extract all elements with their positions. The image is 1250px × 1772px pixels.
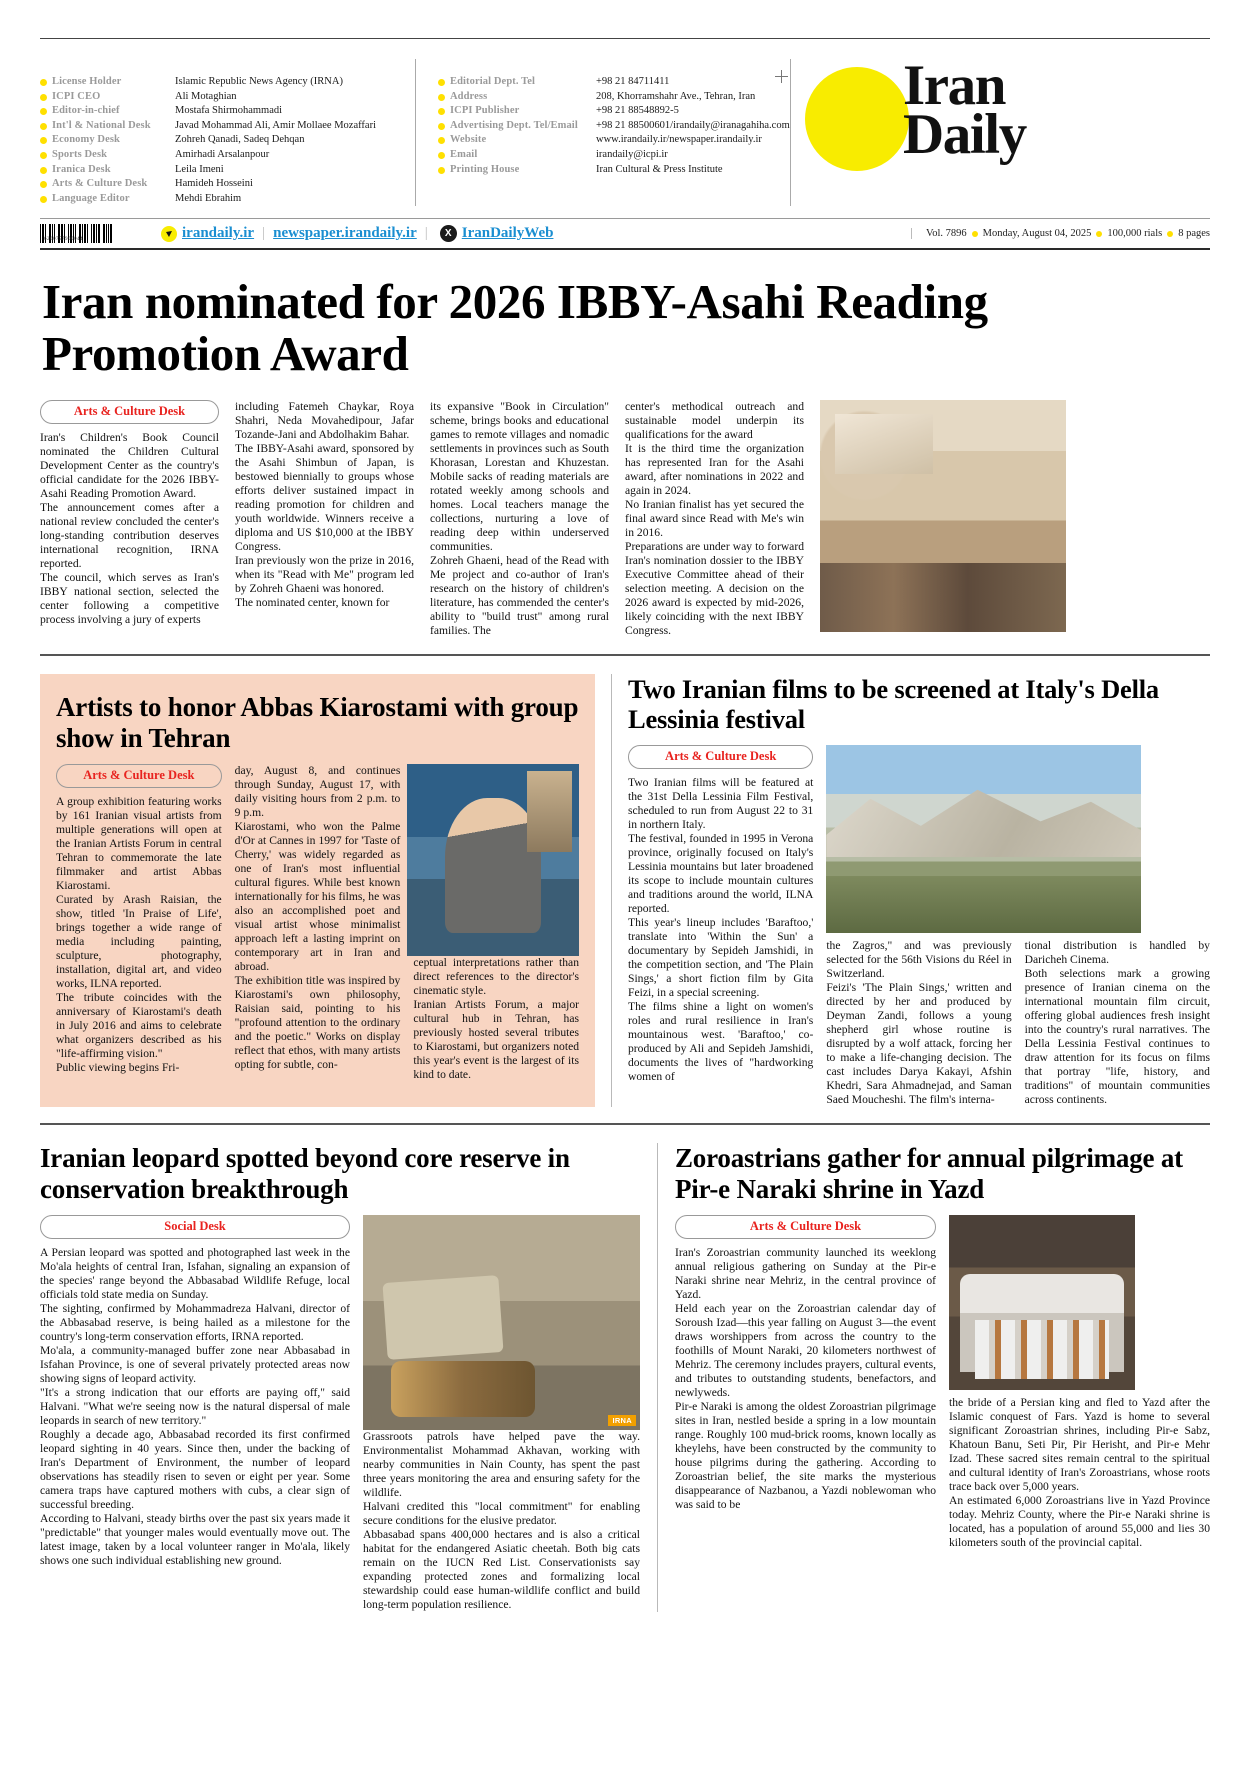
desk-badge: Arts & Culture Desk <box>40 400 219 424</box>
imprint-row <box>438 133 790 148</box>
paragraph: The announcement comes after a national review concluded the center's long-standing contribution deserves international recognition, IRNA reported. <box>40 501 219 571</box>
volume-number: Vol. 7896 <box>926 228 967 240</box>
paragraph: A Persian leopard was spotted and photographed last week in the Mo'ala heights of central Iran, Isfahan, signaling an expansion of the species' range beyond the Abbasabad Wildlife Refuge, local officials told state media on Sunday. <box>40 1245 350 1301</box>
x-twitter-icon[interactable]: X <box>440 225 457 242</box>
paragraph: The films shine a light on women's roles and rural resilience in Iran's mountainous west. 'Baraftoo,' co-produced by Ali and Sepideh Jamshidi, documents the lives of "hardworking women of <box>628 999 814 1083</box>
imprint-row <box>40 75 415 90</box>
paragraph: "It's a strong indication that our efforts are paying off," said Halvani. "What we're seeing now is the natural dispersal of male leopards in search of new territory." <box>40 1385 350 1427</box>
imprint-value: Mehdi Ebrahim <box>175 192 242 204</box>
imprint-value: Amirhadi Arsalanpour <box>175 148 270 160</box>
paragraph: An estimated 6,000 Zoroastrians live in Yazd Province today. Mehriz County, where the Pir-e Naraki shrine is located, has a population of around 55,000 and lies 30 kilometers south of the provincial capital. <box>949 1493 1210 1549</box>
zoroastrians-headline: Zoroastrians gather for annual pilgrimage at Pir-e Naraki shrine in Yazd <box>675 1142 1183 1204</box>
paragraph: Iran's Zoroastrian community launched its weeklong annual religious gathering on Sunday at the Pir-e Naraki shrine near Mehriz, in the central province of Yazd. <box>675 1245 936 1301</box>
bullet-dot-icon <box>40 167 47 174</box>
leopard-photo <box>363 1215 640 1430</box>
imprint-label: Website <box>438 133 596 148</box>
zoroastrians-photo <box>949 1215 1135 1390</box>
zoroastrians-column-2 <box>949 1215 1210 1550</box>
caption-paragraph: Grassroots patrols have helped pave the way. Environmentalist Mohammad Akhavan, working with nearby communities in Nain County, has spent the past three years monitoring the area and ensuring safety for the wildlife. <box>363 1429 640 1499</box>
paragraph: Kiarostami, who won the Palme d'Or at Cannes in 1997 for 'Taste of Cherry,' was widely regarded as one of Iran's most influential cultural figures. While best known internationally for his films, he was also an accomplished poet and visual artist whose minimalist approach left a lasting imprint on contemporary art in Iran and abroad. <box>234 819 401 973</box>
issue-date: Monday, August 04, 2025 <box>982 228 1092 240</box>
imprint-row <box>40 148 415 163</box>
vertical-divider <box>611 674 612 1106</box>
bullet-dot-icon <box>438 123 445 130</box>
bullet-dot-icon <box>438 79 445 86</box>
paragraph: Zohreh Ghaeni, head of the Read with Me project and co-author of Iran's research on the history of children's literature, has commended the center's ability to "build trust" among rural families. The <box>430 554 609 638</box>
paragraph: Feizi's 'The Plain Sings,' written and directed by her and produced by Deyman Zandi, follows a young shepherd girl whose routine is disrupted by a wolf attack, forcing her to make a life-changing decision. The cast includes Darya Kakayi, Afshin Khedri, Sara Ahmadnejad, and Saman Saed Moucheshi. The film's interna- <box>826 980 1012 1106</box>
paragraph: It is the third time the organization has represented Iran for the Asahi award, after nominations in 2022 and again in 2024. <box>625 442 804 498</box>
films-article <box>628 674 1210 1106</box>
imprint-label: Economy Desk <box>40 133 175 148</box>
lead-column-1 <box>40 400 219 638</box>
bottom-row <box>40 1143 1210 1612</box>
section-divider <box>40 1123 1210 1125</box>
bullet-dot-icon <box>438 152 445 159</box>
paragraph: The exhibition title was inspired by Kiarostami's own philosophy, Raisian said, pointing to his "profound attention to the ordinary and the poetic." Works on display reflect that ethos, with many artists opting for subtle, con- <box>234 973 401 1071</box>
crop-mark-icon <box>775 70 788 83</box>
nav-separator: | <box>424 225 428 242</box>
paragraph: Two Iranian films will be featured at the 31st Della Lessinia Film Festival, scheduled to run from August 22 to 31 in northern Italy. <box>628 775 814 831</box>
paragraph: The nominated center, known for <box>235 596 390 610</box>
zoroastrians-article <box>675 1143 1210 1612</box>
imprint-value: Javad Mohammad Ali, Amir Mollaee Mozaffari <box>175 119 377 131</box>
bullet-dot-icon <box>972 231 978 237</box>
issue-price: 100,000 rials <box>1107 228 1163 240</box>
imprint-value: +98 21 88548892-5 <box>596 105 679 117</box>
photo-credit-badge: IRNA <box>608 1415 636 1426</box>
logo-line-1: Iran <box>903 54 1006 117</box>
logo-line-2: Daily <box>903 102 1026 166</box>
paragraph: including Fatemeh Chaykar, Roya Shahri, Neda Movahedipour, Jafar Tozande-Jani and Abdolhakim Bahar. <box>235 400 414 442</box>
kiarostami-article <box>40 674 595 1106</box>
imprint-label: Advertising Dept. Tel/Email <box>438 119 596 134</box>
imprint-value: Mostafa Shirmohammadi <box>175 105 283 117</box>
films-headline: Two Iranian films to be screened at Italy's Della Lessinia festival <box>628 674 1159 735</box>
paragraph: Public viewing begins Fri- <box>56 1060 180 1074</box>
imprint-label: Email <box>438 148 596 163</box>
website-link-newspaper[interactable]: newspaper.irandaily.ir <box>273 225 417 242</box>
section-divider <box>40 654 1210 656</box>
films-column-1 <box>628 745 813 1107</box>
imprint-label: ICPI CEO <box>40 90 175 105</box>
barcode-number: 6260757900044 <box>44 237 83 243</box>
paragraph: The IBBY-Asahi award, sponsored by the Asahi Shimbun of Japan, is bestowed biennially to groups whose efforts deliver sustained impact in reading promotion for children and youth worldwide. Winners receive a diploma and US $10,000 at the IBBY Congress. <box>235 442 414 554</box>
imprint-value: Ali Motaghian <box>175 90 237 102</box>
imprint-row <box>438 75 790 90</box>
leopard-column-1 <box>40 1215 350 1612</box>
kiarostami-photo <box>407 764 579 956</box>
leopard-article <box>40 1143 640 1612</box>
imprint-value: 208, Khorramshahr Ave., Tehran, Iran <box>596 90 756 102</box>
paragraph: Curated by Arash Raisian, the show, titled 'In Praise of Life', brings together a wide range of media including painting, sculpture, photography, installation, digital art, and video works, ILNA reported. <box>56 892 222 990</box>
zoroastrians-columns <box>675 1215 1210 1550</box>
bullet-dot-icon <box>40 79 47 86</box>
imprint-row <box>40 104 415 119</box>
paragraph: Iran previously won the prize in 2016, when its "Read with Me" program led by Zohreh Ghaeni was honored. <box>235 554 414 596</box>
lead-column-4 <box>625 400 804 638</box>
caption-paragraph: Halvani credited this "local commitment" for enabling secure conditions for the elusive predator. <box>363 1499 640 1527</box>
bullet-dot-icon <box>40 196 47 203</box>
paragraph: The council, which serves as Iran's IBBY national section, selected the center following a competitive process involving a jury of experts <box>40 571 219 627</box>
sun-dot-icon <box>805 67 909 171</box>
newspaper-logo <box>790 54 1210 206</box>
paragraph: Pir-e Naraki is among the oldest Zoroastrian pilgrimage sites in Iran, nestled beside a spring in a low mountain range. Roughly 100 mud-brick rooms, known locally as kheylehs, have been constructed by the community to house pilgrims during the gathering. According to Zoroastrian belief, the site marks the mysterious disappearance of Nazbanou, a Yazdi noblewoman who was said to be <box>675 1399 936 1511</box>
bullet-dot-icon <box>40 152 47 159</box>
masthead <box>40 38 1210 206</box>
paragraph: Both selections mark a growing presence of Iranian cinema on the international mountain film circuit, offering global audiences fresh insight into the country's rural narratives. The Della Lessinia Festival continues to draw attention for its focus on films that portray "life, history, and traditions" of mountain communities across continents. <box>1024 966 1210 1106</box>
imprint-value: www.irandaily.ir/newspaper.irandaily.ir <box>596 134 762 146</box>
bullet-dot-icon <box>438 167 445 174</box>
bullet-dot-icon <box>1096 231 1102 237</box>
imprint-label: License Holder <box>40 75 175 90</box>
kiarostami-columns <box>56 764 579 1082</box>
paragraph: This year's lineup includes 'Baraftoo,' translate into 'Within the Sun' a documentary by Sepideh Jamshidi, in the competition section, and 'The Plain Sings,' a short fiction film by Gita Feizi, in a special screening. <box>628 915 814 999</box>
imprint-row <box>438 163 790 178</box>
bullet-dot-icon <box>438 108 445 115</box>
films-photo <box>826 745 1141 933</box>
imprint-value: Iran Cultural & Press Institute <box>596 163 723 175</box>
desk-badge: Arts & Culture Desk <box>628 745 813 769</box>
imprint-row <box>40 119 415 134</box>
bullet-dot-icon <box>40 137 47 144</box>
imprint-left-column <box>40 59 415 206</box>
desk-badge: Social Desk <box>40 1215 350 1239</box>
nav-separator: | <box>262 225 266 242</box>
imprint-label: Printing House <box>438 163 596 178</box>
bullet-dot-icon <box>1167 231 1173 237</box>
paragraph: The tribute coincides with the anniversary of Kiarostami's death in July 2016 and aims to celebrate what organizers described as his "life-affirming vision." <box>56 990 222 1060</box>
imprint-value: Leila Imeni <box>175 163 224 175</box>
bullet-dot-icon <box>40 94 47 101</box>
logo-wordmark <box>903 54 1026 166</box>
imprint-label: Iranica Desk <box>40 163 175 178</box>
kiarostami-column-3 <box>413 764 579 1082</box>
imprint-row <box>438 104 790 119</box>
paragraph: tional distribution is handled by Daricheh Cinema. <box>1024 938 1210 966</box>
imprint-row <box>40 177 415 192</box>
lead-article-photo <box>820 400 1066 632</box>
paragraph: The festival, founded in 1995 in Verona province, originally focused on Italy's Lessinia mountains but later broadened its scope to include mountain cultures and traditions around the world, ILNA reported. <box>628 831 814 915</box>
bullet-dot-icon <box>40 123 47 130</box>
imprint-label: Address <box>438 90 596 105</box>
leopard-columns <box>40 1215 640 1612</box>
paragraph: Preparations are under way to forward Iran's nomination dossier to the IBBY Executive Committee ahead of their selection meeting. A decision on the 2026 award is expected by mid-2026, likely coinciding with the next IBBY Congress. <box>625 540 804 638</box>
nav-bar <box>40 218 1210 250</box>
paragraph: A group exhibition featuring works by 161 Iranian visual artists from multiple generations will open at the Iranian Artists Forum in central Tehran to commemorate the late filmmaker and artist Abbas Kiarostami. <box>56 794 222 892</box>
paragraph: According to Halvani, steady births over the past six years made it "predictable" that younger males would eventually move out. The latest image, taken by a local volunteer ranger in Mo'ala, likely shows one such individual establishing new ground. <box>40 1511 350 1567</box>
kiarostami-column-2 <box>235 764 401 1082</box>
desk-badge: Arts & Culture Desk <box>56 764 222 788</box>
imprint-row <box>40 192 415 207</box>
bullet-dot-icon <box>40 181 47 188</box>
paragraph: its expansive "Book in Circulation" scheme, brings books and educational games to remote villages and nomadic settlements in provinces such as South Khorasan, Lorestan and Khuzestan. Mobile sacks of reading materials are rotated weekly among schools and homes. Local teachers manage the collections, nurturing a love of reading deep within underserved communities. <box>430 400 609 554</box>
page-count: 8 pages <box>1178 228 1210 240</box>
paragraph: The sighting, confirmed by Mohammadreza Halvani, director of the Abbasabad reserve, is being hailed as a milestone for the country's long-term conservation efforts, IRNA reported. <box>40 1301 350 1343</box>
leopard-column-2 <box>363 1215 640 1612</box>
lead-column-3 <box>430 400 609 638</box>
imprint-label: Language Editor <box>40 192 175 207</box>
paragraph: Mo'ala, a community-managed buffer zone near Abbasabad in Isfahan Province, is one of several privately protected areas now showing signs of leopard activity. <box>40 1343 350 1385</box>
desk-badge: Arts & Culture Desk <box>675 1215 936 1239</box>
imprint-label: Editorial Dept. Tel <box>438 75 596 90</box>
bird-logo-icon <box>161 226 177 242</box>
leopard-headline: Iranian leopard spotted beyond core reserve in conservation breakthrough <box>40 1142 570 1204</box>
imprint-label: Int'l & National Desk <box>40 119 175 134</box>
imprint-row <box>438 90 790 105</box>
kiarostami-column-1 <box>56 764 222 1082</box>
bullet-dot-icon <box>438 137 445 144</box>
lead-headline: Iran nominated for 2026 IBBY-Asahi Reading Promotion Award <box>42 274 988 382</box>
lead-column-2 <box>235 400 414 638</box>
issue-info <box>911 228 1210 239</box>
zoroastrians-column-1 <box>675 1215 936 1550</box>
imprint-label: ICPI Publisher <box>438 104 596 119</box>
paragraph: Iran's Children's Book Council nominated the Children Cultural Development Center as the country's official candidate for the 2026 IBBY-Asahi Reading Promotion Award. <box>40 431 219 501</box>
imprint-value: +98 21 88500601/irandaily@iranagahiha.com <box>596 119 790 131</box>
social-handle-link[interactable]: IranDailyWeb <box>461 225 554 242</box>
paragraph: day, August 8, and continues through Sunday, August 17, with daily visiting hours from 2 p.m. to 9 p.m. <box>234 763 401 819</box>
imprint-row <box>438 119 790 134</box>
films-column-2 <box>826 745 1011 1107</box>
imprint-label: Editor-in-chief <box>40 104 175 119</box>
imprint-value: Zohreh Qanadi, Sadeq Dehqan <box>175 134 305 146</box>
imprint-row <box>438 148 790 163</box>
kiarostami-headline: Artists to honor Abbas Kiarostami with group show in Tehran <box>56 692 579 753</box>
imprint-value: Islamic Republic News Agency (IRNA) <box>175 76 343 87</box>
bullet-dot-icon <box>40 108 47 115</box>
paragraph: center's methodical outreach and sustainable model underpin its qualifications for the award <box>625 400 804 442</box>
caption-paragraph: Abbasabad spans 400,000 hectares and is also a critical habitat for the endangered Asiatic cheetah. Both big cats remain on the IUCN Red List. Conservationists say expanding protected zones and formalizing local stewardship could ease human-wildlife conflict and build long-term population resilience. <box>363 1527 640 1611</box>
paragraph: the Zagros," and was previously selected for the 56th Visions du Réel in Switzerland. <box>826 938 1012 980</box>
nav-left-group <box>40 224 911 243</box>
paragraph: Roughly a decade ago, Abbasabad recorded its first confirmed leopard sighting in 40 years. Since then, under the backing of Iran's Department of Environment, the number of leopard observations has steadily risen to seven or eight per year. Some camera traps have captured mothers with cubs, a clear sign of successful breeding. <box>40 1427 350 1511</box>
paragraph: ceptual interpretations rather than direct references to the director's cinematic style. <box>413 955 580 997</box>
imprint-contact-column <box>415 59 790 206</box>
imprint-value: Hamideh Hosseini <box>175 178 253 190</box>
paragraph: the bride of a Persian king and fled to Yazd after the Islamic conquest of Fars. Yazd is home to several significant Zoroastrian shrines, including Pir-e Sabz, Khatoun Banu, Seti Pir, Pir Herisht, and Pir-e Mehr Izad. These sacred sites remain central to the spiritual and cultural identity of Iran's Zoroastrians, whose roots trace back over 5,000 years. <box>949 1395 1210 1493</box>
lead-article-body <box>40 400 1210 638</box>
imprint-row <box>40 90 415 105</box>
imprint-label: Sports Desk <box>40 148 175 163</box>
imprint-value: +98 21 84711411 <box>596 76 670 87</box>
imprint-row <box>40 133 415 148</box>
imprint-row <box>40 163 415 178</box>
films-columns <box>628 745 1210 1107</box>
paragraph: Held each year on the Zoroastrian calendar day of Soroush Izad—this year falling on August 3—the event draws worshippers from across the country to the foothills of Mount Naraki, 20 kilometers northwest of Mehriz. The ceremony includes prayers, cultural events, and tributes to outstanding students, benefactors, and newlyweds. <box>675 1301 936 1399</box>
newspaper-page <box>0 38 1250 1772</box>
paragraph: Iranian Artists Forum, a major cultural hub in Tehran, has previously hosted several tributes to Kiarostami, but organizers noted this year's event is the largest of its kind to date. <box>413 997 580 1081</box>
imprint-value: irandaily@icpi.ir <box>596 148 668 160</box>
bullet-dot-icon <box>438 94 445 101</box>
paragraph: No Iranian finalist has yet secured the final award since Read with Me's win in 2016. <box>625 498 804 540</box>
imprint-label: Arts & Culture Desk <box>40 177 175 192</box>
website-link-primary[interactable]: irandaily.ir <box>182 225 255 242</box>
vertical-divider <box>657 1143 658 1612</box>
feature-row <box>40 674 1210 1106</box>
